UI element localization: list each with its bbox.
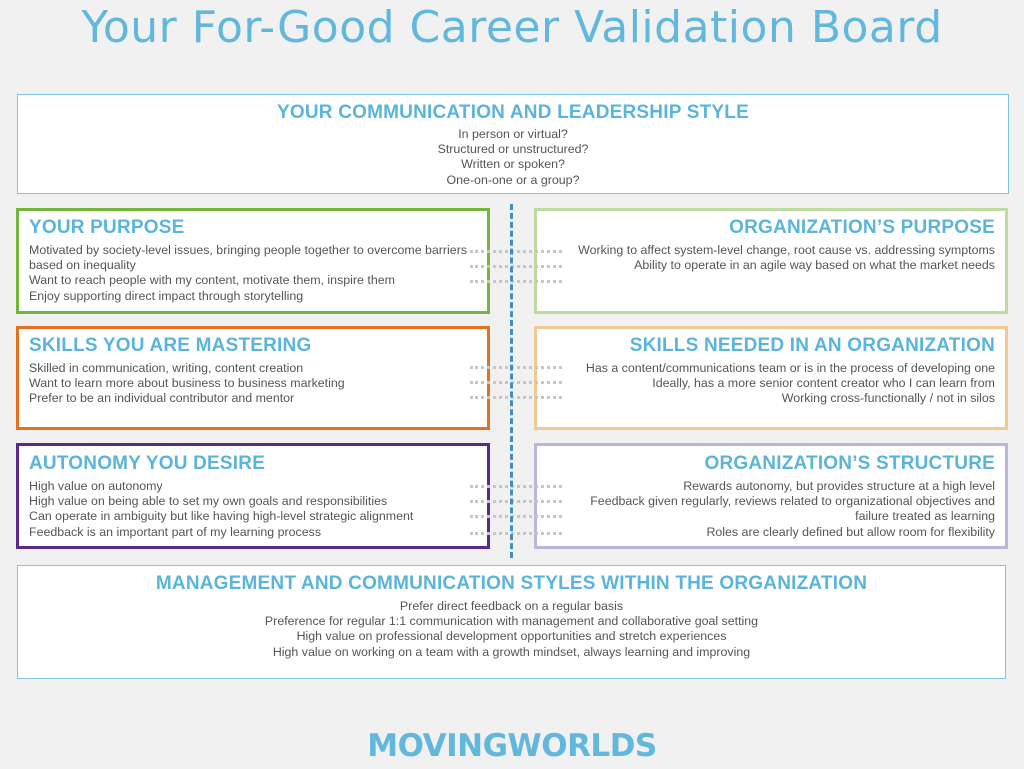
- organization-structure-line: Rewards autonomy, but provides structure at a high level: [683, 479, 995, 493]
- organization-purpose-heading: ORGANIZATION’S PURPOSE: [729, 217, 995, 238]
- organization-structure-line: Roles are clearly defined but allow room for flexibility: [706, 524, 995, 539]
- connector-dots: [470, 515, 562, 518]
- autonomy-desire-heading: AUTONOMY YOU DESIRE: [29, 453, 266, 474]
- autonomy-desire-line: Can operate in ambiguity but like having high-level strategic alignment: [29, 509, 414, 524]
- connector-dots: [470, 250, 562, 253]
- management-styles-line: Preference for regular 1:1 communication with management and collaborative goal setting: [264, 614, 759, 629]
- management-styles-heading: MANAGEMENT AND COMMUNICATION STYLES WITHIN THE ORGANIZATION: [155, 573, 868, 594]
- movingworlds-logo: MOVINGWORLDS: [367, 728, 657, 764]
- organization-purpose-box: [534, 208, 1008, 314]
- skills-mastering-heading: SKILLS YOU ARE MASTERING: [29, 335, 312, 356]
- organization-structure-box: [534, 443, 1008, 549]
- management-styles-box: [17, 565, 1006, 679]
- skills-mastering-box: [16, 326, 490, 430]
- autonomy-desire-line: High value on being able to set my own goals and responsibilities: [29, 494, 388, 509]
- skills-needed-line: Has a content/communications team or is in the process of developing one: [585, 361, 995, 375]
- management-styles-line: Prefer direct feedback on a regular basis: [399, 599, 624, 613]
- autonomy-desire-line: Feedback is an important part of my learning process: [29, 524, 322, 539]
- skills-mastering-line: Prefer to be an individual contributor and mentor: [29, 391, 295, 406]
- organization-structure-line: Feedback given regularly, reviews related to organizational objectives and: [590, 494, 995, 509]
- management-styles-line: High value on working on a team with a growth mindset, always learning and improving: [272, 644, 751, 659]
- skills-needed-box: [534, 326, 1008, 430]
- connector-dots: [470, 265, 562, 268]
- connector-dots: [470, 381, 562, 384]
- connector-dots: [470, 532, 562, 535]
- skills-mastering-line: Want to learn more about business to business marketing: [29, 376, 345, 391]
- communication-leadership-line: One-on-one or a group?: [446, 172, 580, 187]
- your-purpose-line: Want to reach people with my content, motivate them, inspire them: [29, 273, 395, 288]
- organization-purpose-line: Working to affect system-level change, root cause vs. addressing symptoms: [578, 243, 995, 257]
- autonomy-desire-box: [16, 443, 490, 549]
- communication-leadership-line: Structured or unstructured?: [437, 142, 589, 157]
- skills-mastering-line: Skilled in communication, writing, content creation: [29, 361, 304, 375]
- connector-dots: [470, 366, 562, 369]
- page-title: Your For-Good Career Validation Board: [81, 2, 943, 53]
- communication-leadership-line: In person or virtual?: [458, 127, 568, 141]
- your-purpose-line: Motivated by society-level issues, bringing people together to overcome barriers based on inequality: [29, 243, 468, 273]
- your-purpose-heading: YOUR PURPOSE: [29, 217, 185, 238]
- organization-purpose-line: Ability to operate in an agile way based on what the market needs: [634, 258, 995, 273]
- communication-leadership-box: [17, 94, 1009, 194]
- connector-dots: [470, 500, 562, 503]
- autonomy-desire-line: High value on autonomy: [29, 479, 163, 493]
- center-divider-line: [510, 204, 513, 558]
- skills-needed-line: Working cross-functionally / not in silos: [781, 391, 995, 406]
- skills-needed-heading: SKILLS NEEDED IN AN ORGANIZATION: [629, 335, 995, 356]
- your-purpose-box: [16, 208, 490, 314]
- organization-structure-line: failure treated as learning: [855, 509, 995, 524]
- connector-dots: [470, 280, 562, 283]
- communication-leadership-heading: YOUR COMMUNICATION AND LEADERSHIP STYLE: [277, 102, 749, 123]
- connector-dots: [470, 396, 562, 399]
- your-purpose-line: Enjoy supporting direct impact through storytelling: [29, 288, 304, 303]
- communication-leadership-line: Written or spoken?: [461, 157, 565, 172]
- management-styles-line: High value on professional development opportunities and stretch experiences: [296, 629, 727, 644]
- connector-dots: [470, 485, 562, 488]
- skills-needed-line: Ideally, has a more senior content creator who I can learn from: [652, 376, 995, 391]
- organization-structure-heading: ORGANIZATION’S STRUCTURE: [704, 453, 995, 474]
